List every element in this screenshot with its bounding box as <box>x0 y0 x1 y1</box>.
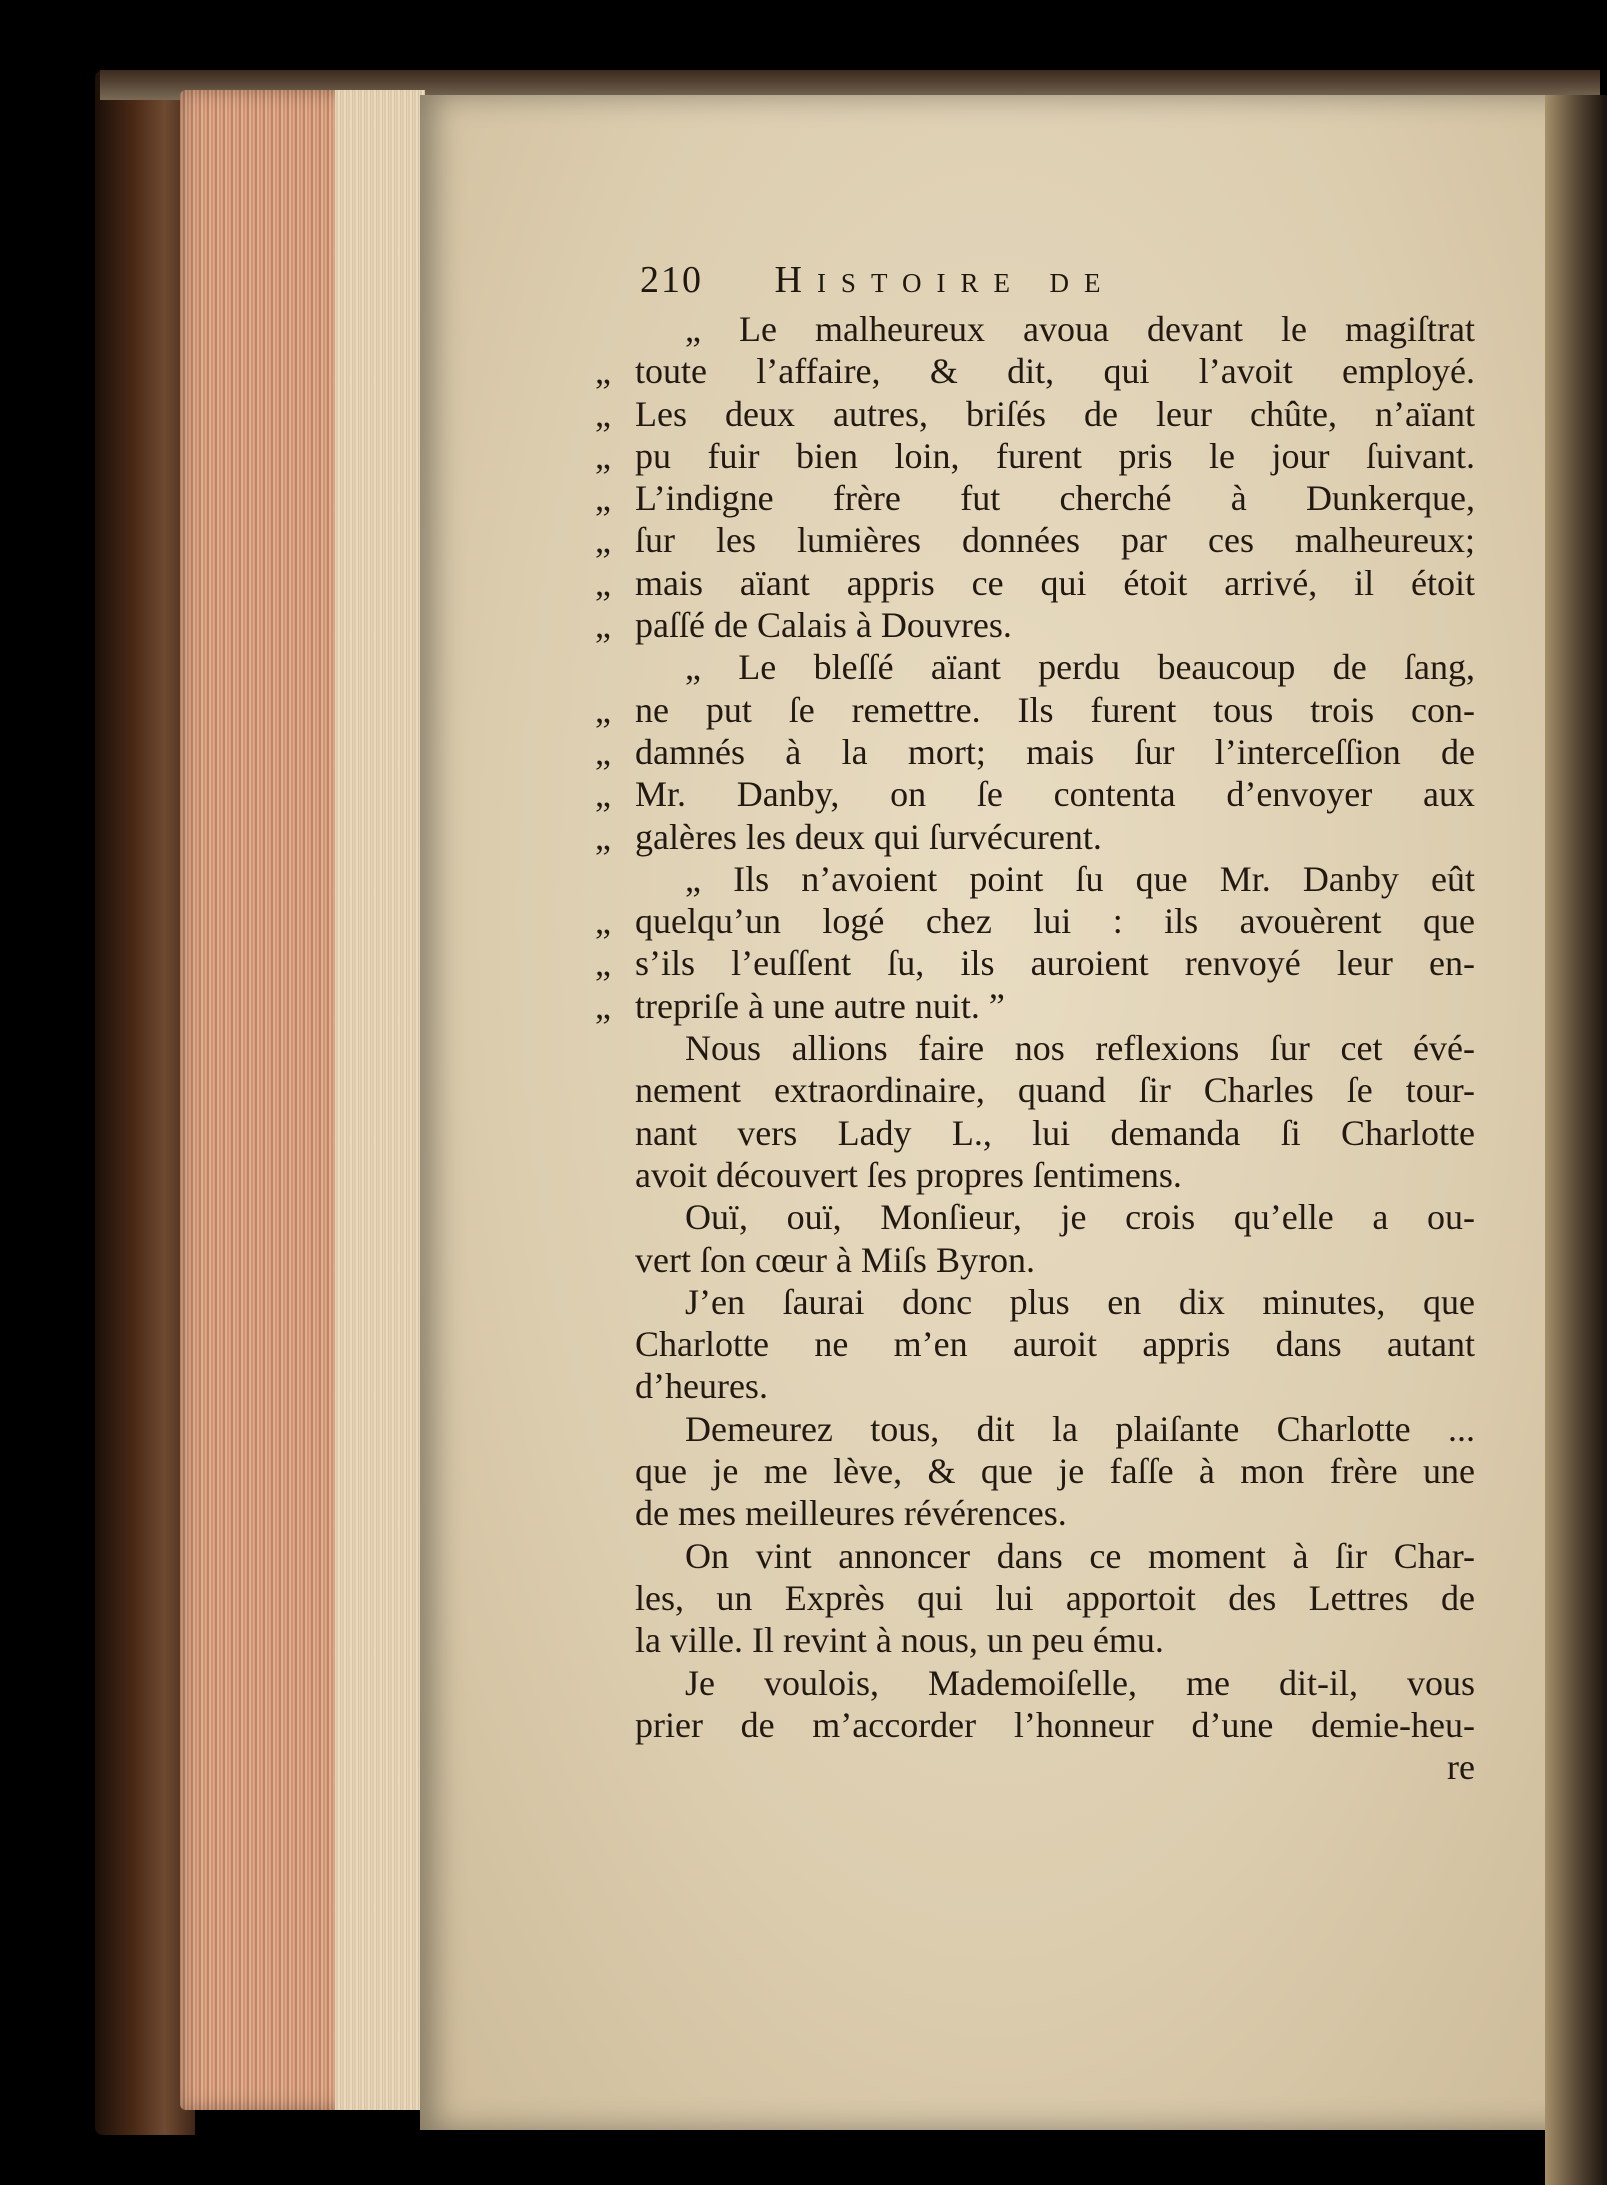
text-line <box>595 731 1475 773</box>
line-text: prier de m’accorder l’honneur d’une demie-heu- <box>635 1704 1475 1745</box>
quote-mark: „ <box>595 478 611 519</box>
line-text: Nous allions faire nos reflexions ſur cet évé- <box>685 1028 1475 1069</box>
quote-mark: „ <box>595 435 611 476</box>
text-line <box>595 985 1475 1027</box>
quote-mark: „ <box>595 520 611 561</box>
line-text: la ville. Il revint à nous, un peu ému. <box>635 1620 1164 1661</box>
text-line <box>635 1069 1475 1111</box>
quote-mark: „ <box>595 605 611 646</box>
line-text: damnés à la mort; mais ſur l’interceſſion de <box>635 731 1475 772</box>
text-line <box>635 1112 1475 1154</box>
quote-mark: „ <box>595 901 611 942</box>
text-line <box>635 1196 1475 1238</box>
line-text: re <box>1447 1747 1475 1788</box>
text-line <box>635 1704 1475 1746</box>
line-text: „ Le bleſſé aïant perdu beaucoup de ſang, <box>685 647 1475 688</box>
book-gutter <box>1545 95 1607 2185</box>
text-line <box>635 646 1475 688</box>
quote-mark: „ <box>595 943 611 984</box>
line-text: Je voulois, Mademoiſelle, me dit-il, vous <box>685 1662 1475 1703</box>
text-line <box>595 477 1475 519</box>
line-text: On vint annoncer dans ce moment à ſir Char- <box>685 1535 1475 1576</box>
text-line <box>635 1365 1475 1407</box>
line-text: Demeurez tous, dit la plaiſante Charlotte ... <box>685 1408 1475 1449</box>
line-text: ſur les lumières données par ces malheureux; <box>635 520 1475 561</box>
text-line <box>595 773 1475 815</box>
line-text: d’heures. <box>635 1366 768 1407</box>
text-line <box>595 604 1475 646</box>
running-title: Histoire de <box>774 259 1116 301</box>
quote-mark: „ <box>595 393 611 434</box>
page-edges <box>180 90 425 2110</box>
text-line <box>595 519 1475 561</box>
text-line <box>635 1662 1475 1704</box>
text-line <box>635 1408 1475 1450</box>
line-text: „ Le malheureux avoua devant le magiſtrat <box>685 309 1475 349</box>
text-line <box>635 1323 1475 1365</box>
line-text: quelqu’un logé chez lui : ils avouèrent que <box>635 901 1475 942</box>
text-line <box>595 562 1475 604</box>
quote-mark: „ <box>595 351 611 392</box>
quote-mark: „ <box>595 816 611 857</box>
quote-mark: „ <box>595 985 611 1026</box>
line-text: L’indigne frère fut cherché à Dunkerque, <box>635 478 1475 519</box>
text-line <box>595 689 1475 731</box>
line-text: pu fuir bien loin, furent pris le jour ſuivant. <box>635 435 1475 476</box>
text-line <box>635 1239 1475 1281</box>
quote-mark: „ <box>595 731 611 772</box>
running-head <box>640 258 1115 302</box>
quote-mark: „ <box>595 689 611 730</box>
page-text <box>595 308 1475 1788</box>
line-text: ne put ſe remettre. Ils furent tous trois con- <box>635 689 1475 730</box>
line-text: les, un Exprès qui lui apportoit des Lettres de <box>635 1577 1475 1618</box>
quote-mark: „ <box>595 562 611 603</box>
text-line <box>635 308 1475 350</box>
text-line <box>635 1746 1475 1788</box>
page-number: 210 <box>640 259 703 301</box>
line-text: mais aïant appris ce qui étoit arrivé, il étoit <box>635 562 1475 603</box>
text-line <box>635 1281 1475 1323</box>
line-text: nant vers Lady L., lui demanda ſi Charlotte <box>635 1112 1475 1153</box>
text-line <box>595 942 1475 984</box>
line-text: Les deux autres, briſés de leur chûte, n’aïant <box>635 393 1475 434</box>
line-text: de mes meilleures révérences. <box>635 1493 1067 1534</box>
text-line <box>595 393 1475 435</box>
text-line <box>635 1619 1475 1661</box>
line-text: nement extraordinaire, quand ſir Charles ſe tour- <box>635 1070 1475 1111</box>
line-text: J’en ſaurai donc plus en dix minutes, que <box>685 1281 1475 1322</box>
line-text: trepriſe à une autre nuit. ” <box>635 985 1005 1026</box>
line-text: Charlotte ne m’en auroit appris dans autant <box>635 1324 1475 1365</box>
line-text: „ Ils n’avoient point ſu que Mr. Danby eût <box>685 858 1475 899</box>
text-line <box>635 1492 1475 1534</box>
line-text: Mr. Danby, on ſe contenta d’envoyer aux <box>635 774 1475 815</box>
text-line <box>595 900 1475 942</box>
line-text: paſſé de Calais à Douvres. <box>635 605 1012 646</box>
line-text: toute l’affaire, & dit, qui l’avoit employé. <box>635 351 1475 392</box>
line-text: galères les deux qui ſurvécurent. <box>635 816 1102 857</box>
line-text: vert ſon cœur à Miſs Byron. <box>635 1239 1035 1280</box>
line-text: avoit découvert ſes propres ſentimens. <box>635 1154 1182 1195</box>
line-text: que je me lève, & que je faſſe à mon frère une <box>635 1451 1475 1492</box>
line-text: Ouï, ouï, Monſieur, je crois qu’elle a ou- <box>685 1197 1475 1238</box>
line-text: s’ils l’euſſent ſu, ils auroient renvoyé leur en- <box>635 943 1475 984</box>
quote-mark: „ <box>595 774 611 815</box>
text-line <box>635 1535 1475 1577</box>
text-line <box>635 858 1475 900</box>
text-line <box>595 816 1475 858</box>
text-line <box>635 1154 1475 1196</box>
text-line <box>635 1577 1475 1619</box>
text-line <box>635 1027 1475 1069</box>
text-line <box>595 435 1475 477</box>
text-line <box>595 350 1475 392</box>
text-line <box>635 1450 1475 1492</box>
